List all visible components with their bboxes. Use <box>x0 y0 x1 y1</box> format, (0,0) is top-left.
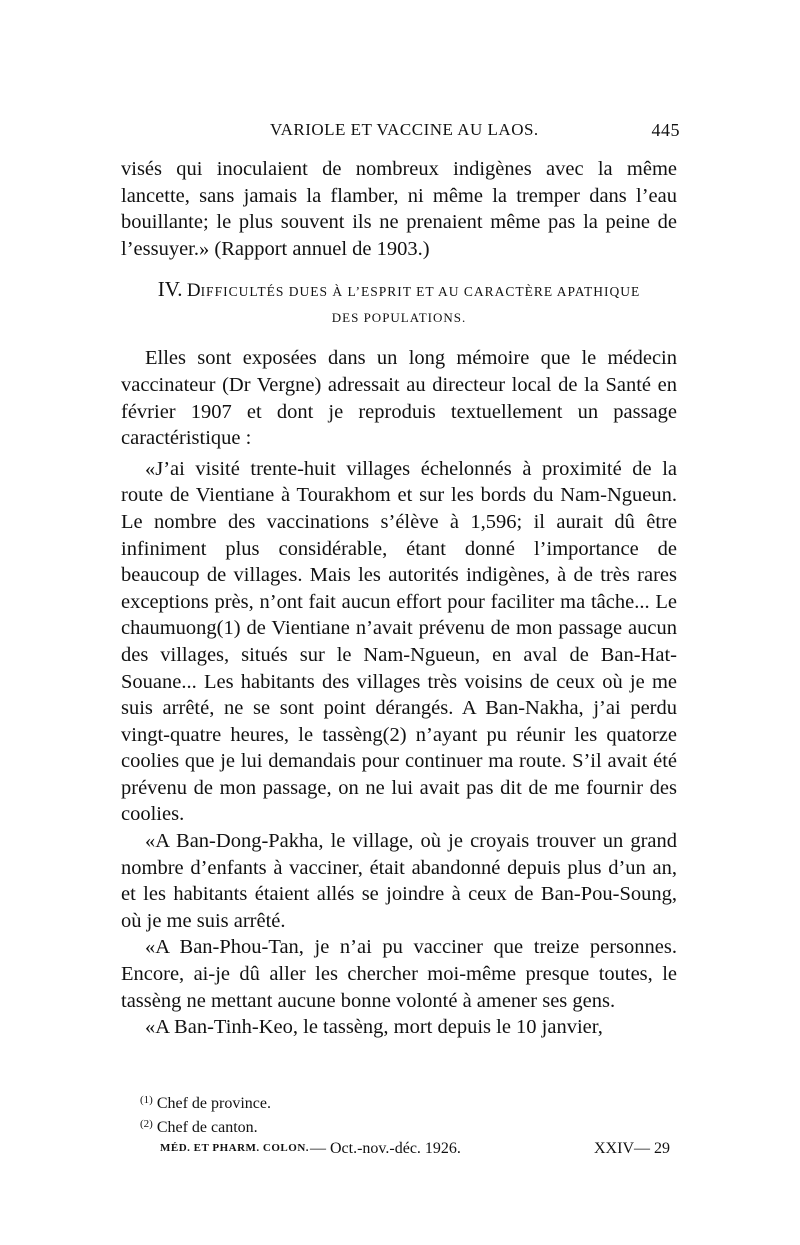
paragraph: «J’ai visité trente-huit villages échelonnés à proximité de la route de Vientiane à Tourakhom et sur les bords du Nam-Ngueun. Le nombre des vaccinations s’élève à 1,596; il aurait dû être infiniment plus considérable, étant donné l’importance de beaucoup de villages. Mais les autorités indigènes, à de très rares exceptions près, n’ont fait aucun effort pour faciliter ma tâche... Le chaumuong(1) de Vientiane n’avait prévenu de mon passage aucun des villages, situés sur le Nam-Ngueun, en aval de Ban-Hat-Souane... Les habitants des villages très voisins de ceux où je me suis arrêté, ne se sont point dérangés. A Ban-Nakha, j’ai perdu vingt-quatre heures, le tassèng(2) n’ayant pu réunir les quatorze coolies que je lui demandais pour continuer ma route. S’il avait été prévenu de mon passage, on ne lui avait pas dit de me fournir des coolies. <box>121 457 677 826</box>
paragraph: «A Ban-Phou-Tan, je n’ai pu vacciner que treize personnes. Encore, ai-je dû aller les chercher moi-même presque toutes, le tassèng ne mettant aucune bonne volonté à amener ses gens. <box>121 936 677 1012</box>
section-title: IFFICULTÉS DUES À L’ESPRIT ET AU CARACTÈRE APATHIQUE <box>200 284 641 300</box>
footnotes <box>140 1090 660 1138</box>
section-title-line2: DES POPULATIONS. <box>331 310 467 326</box>
paragraph: visés qui inoculaient de nombreux indigènes avec la même lancette, sans jamais la flamber, ni même la tremper dans l’eau bouillante; le plus souvent ils ne prenaient même pas la peine de l’essuyer.» (Rapport annuel de 1903.) <box>121 158 677 260</box>
section-heading <box>121 276 677 331</box>
section-title-initial: D <box>186 280 201 302</box>
running-head <box>120 118 680 144</box>
paragraph: «A Ban-Tinh-Keo, le tassèng, mort depuis le 10 janvier, <box>145 1016 603 1039</box>
body-text <box>121 156 677 1041</box>
footnote-mark: (1) <box>140 1094 153 1106</box>
paragraph: Elles sont exposées dans un long mémoire que le médecin vaccinateur (Dr Vergne) adressait au directeur local de la Santé en février 1907 et dont je reproduis textuellement un passage caractéristique : <box>121 347 677 450</box>
signature-mark: XXIV— 29 <box>594 1140 670 1157</box>
footnote <box>140 1090 660 1114</box>
footnote-mark: (2) <box>140 1118 153 1130</box>
footnote-text: Chef de province. <box>156 1095 272 1112</box>
issue-date: — Oct.-nov.-déc. 1926. <box>310 1140 461 1157</box>
footnote <box>140 1114 660 1138</box>
section-number: IV. <box>157 277 183 302</box>
page-footer <box>160 1140 670 1164</box>
page-number: 445 <box>651 120 680 140</box>
journal-name: MÉD. ET PHARM. COLON. <box>160 1142 310 1154</box>
footnote-text: Chef de canton. <box>156 1119 258 1136</box>
running-head-title: VARIOLE ET VACCINE AU LAOS. <box>270 120 539 139</box>
paragraph: «A Ban-Dong-Pakha, le village, où je croyais trouver un grand nombre d’enfants à vacciner, était abandonné depuis plus d’un an, et les habitants étaient allés se joindre à ceux de Ban-Pou-Soung, où je me suis arrêté. <box>121 830 677 932</box>
